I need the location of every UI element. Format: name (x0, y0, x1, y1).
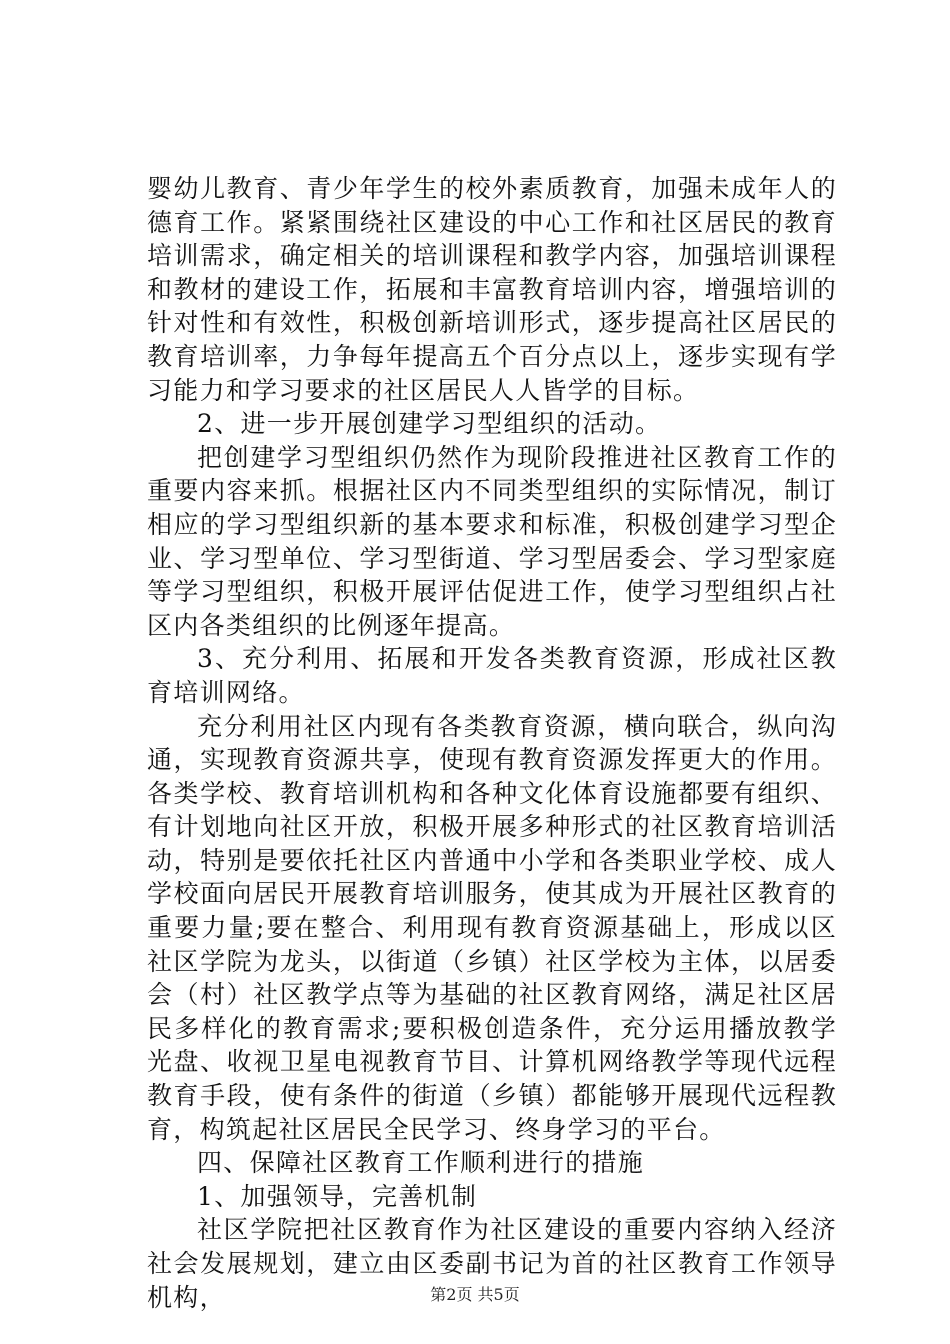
section-heading-3: 3、充分利用、拓展和开发各类教育资源，形成社区教育培训网络。 (147, 644, 837, 707)
section-heading-four: 四、保障社区教育工作顺利进行的措施 (197, 1148, 645, 1178)
section-heading-4-1: 1、加强领导，完善机制 (197, 1181, 478, 1211)
paragraph-continued: 婴幼儿教育、青少年学生的校外素质教育，加强未成年人的德育工作。紧紧围绕社区建设的中心工作和社区居民的教育培训需求，确定相关的培训课程和教学内容，加强培训课程和教材的建设工作，拓展和丰富教育培训内容，增强培训的针对性和有效性，积极创新培训形式，逐步提高社区居民的教育培训率，力争每年提高五个百分点以上，逐步实现有学习能力和学习要求的社区居民人人皆学的目标。 (147, 174, 837, 405)
body-text (147, 172, 837, 1314)
page-footer: 第2页 共5页 (430, 1285, 520, 1304)
paragraph-leadership: 社区学院把社区教育作为社区建设的重要内容纳入经济社会发展规划，建立由区委副书记为首的社区教育工作领导机构， (147, 1215, 837, 1312)
paragraph-education-resources: 充分利用社区内现有各类教育资源，横向联合，纵向沟通，实现教育资源共享，使现有教育资源发挥更大的作用。各类学校、教育培训机构和各种文化体育设施都要有组织、有计划地向社区开放，积极开展多种形式的社区教育培训活动，特别是要依托社区内普通中小学和各类职业学校、成人学校面向居民开展教育培训服务，使其成为开展社区教育的重要力量;要在整合、利用现有教育资源基础上，形成以区社区学院为龙头，以街道（乡镇）社区学校为主体，以居委会（村）社区教学点等为基础的社区教育网络，满足社区居民多样化的教育需求;要积极创造条件，充分运用播放教学光盘、收视卫星电视教育节目、计算机网络教学等现代远程教育手段，使有条件的街道（乡镇）都能够开展现代远程教育，构筑起社区居民全民学习、终身学习的平台。 (147, 711, 837, 1144)
paragraph-learning-organizations: 把创建学习型组织仍然作为现阶段推进社区教育工作的重要内容来抓。根据社区内不同类型组织的实际情况，制订相应的学习型组织新的基本要求和标准，积极创建学习型企业、学习型单位、学习型街道、学习型居委会、学习型家庭等学习型组织，积极开展评估促进工作，使学习型组织占社区内各类组织的比例逐年提高。 (147, 442, 837, 640)
section-heading-2: 2、进一步开展创建学习型组织的活动。 (197, 409, 662, 439)
